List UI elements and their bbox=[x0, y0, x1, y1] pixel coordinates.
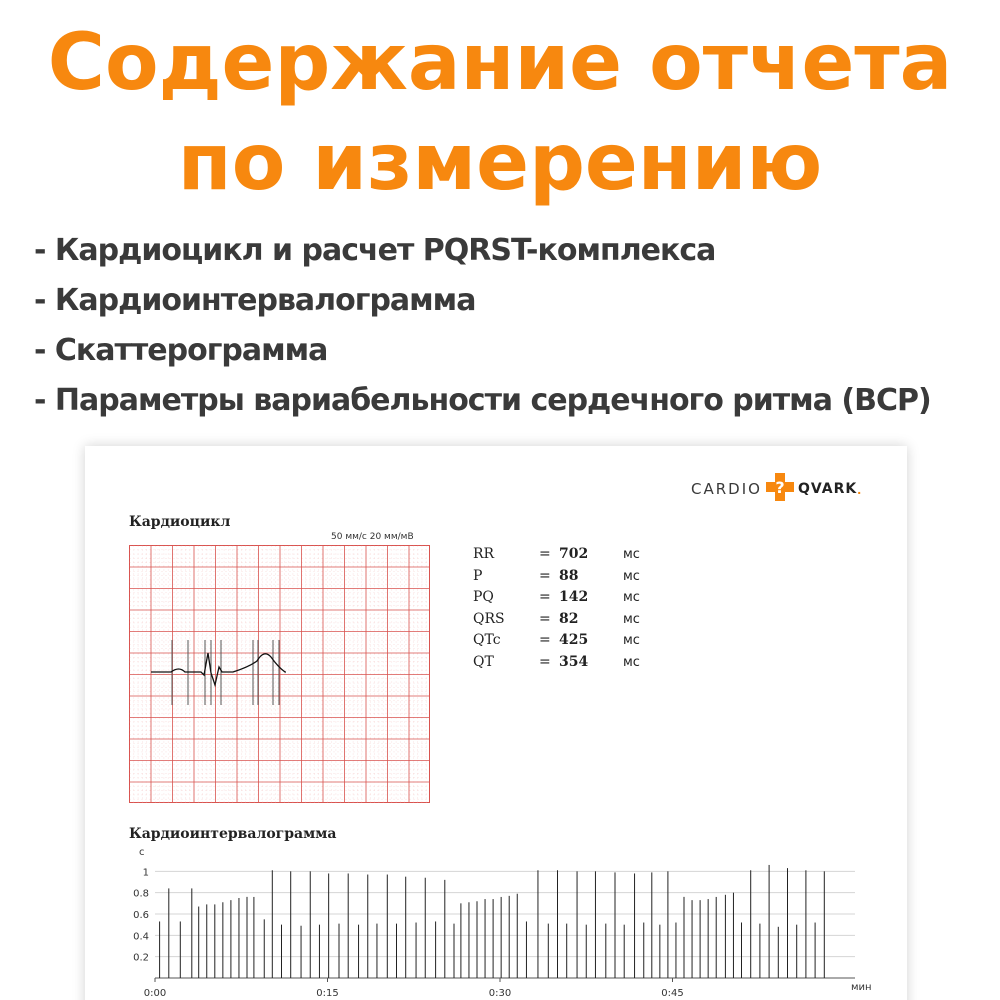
param-equals: = bbox=[539, 632, 551, 648]
feature-list bbox=[34, 226, 994, 426]
feature-item: - Кардиоинтервалограмма bbox=[34, 283, 476, 318]
param-value: 354 bbox=[559, 653, 589, 670]
ecg-grid-chart bbox=[129, 545, 431, 803]
param-row bbox=[473, 587, 653, 609]
report-preview bbox=[85, 446, 907, 1000]
param-value: 142 bbox=[559, 589, 589, 605]
param-name: QTc bbox=[473, 632, 501, 648]
y-tick-label: 1 bbox=[142, 867, 149, 879]
param-unit: мс bbox=[623, 611, 640, 627]
cardiointervalogram-title: Кардиоинтервалограмма bbox=[129, 826, 337, 842]
feature-item: - Параметры вариабельности сердечного ритма (ВСР) bbox=[34, 383, 931, 418]
feature-item: - Скаттерограмма bbox=[34, 333, 328, 368]
x-tick-label: 0:45 bbox=[661, 988, 684, 999]
ecg-scale-note: 50 мм/с 20 мм/мВ bbox=[331, 532, 414, 542]
param-name: RR bbox=[473, 546, 495, 562]
param-unit: мс bbox=[623, 547, 640, 562]
param-unit: мс bbox=[623, 654, 640, 670]
y-tick-label: 0.8 bbox=[133, 888, 149, 900]
headline-line-2: по измерению bbox=[177, 118, 823, 208]
param-name: PQ bbox=[473, 589, 494, 605]
question-mark-cross-icon bbox=[766, 473, 794, 506]
logo-text-right: QVARK bbox=[797, 481, 858, 497]
param-row bbox=[473, 609, 653, 631]
cardiointervalogram-chart bbox=[125, 844, 885, 1000]
x-tick-label: 0:00 bbox=[143, 988, 167, 999]
param-equals: = bbox=[539, 567, 551, 584]
param-name: QT bbox=[473, 653, 494, 670]
feature-item: - Кардиоцикл и расчет PQRST-комплекса bbox=[34, 233, 716, 268]
x-tick-label: 0:30 bbox=[488, 988, 512, 999]
param-equals: = bbox=[539, 589, 551, 605]
param-value: 88 bbox=[559, 567, 579, 584]
param-equals: = bbox=[539, 546, 551, 562]
param-unit: мс bbox=[623, 590, 640, 605]
interval-bars bbox=[160, 865, 825, 978]
y-tick-label: 0.6 bbox=[133, 910, 149, 921]
param-unit: мс bbox=[623, 568, 640, 584]
x-axis-unit: мин bbox=[851, 982, 872, 993]
x-tick-labels bbox=[144, 978, 684, 999]
x-tick-label: 0:15 bbox=[316, 988, 339, 999]
param-equals: = bbox=[539, 653, 551, 670]
param-unit: мс bbox=[623, 633, 640, 648]
cardiocycle-title: Кардиоцикл bbox=[129, 514, 231, 530]
param-row bbox=[473, 630, 653, 652]
param-row bbox=[473, 544, 653, 566]
y-axis-unit: с bbox=[139, 847, 145, 858]
param-name: P bbox=[473, 567, 483, 584]
param-name: QRS bbox=[473, 610, 505, 627]
headline-line-1: Содержание отчета bbox=[47, 18, 953, 108]
param-row bbox=[473, 566, 653, 588]
chart-gridlines bbox=[155, 871, 855, 978]
logo-dot: . bbox=[857, 481, 862, 497]
y-tick-label: 0.4 bbox=[133, 931, 149, 943]
param-row bbox=[473, 652, 653, 674]
y-tick-label: 0.2 bbox=[133, 952, 149, 964]
cardio-qvark-logo bbox=[691, 474, 861, 504]
param-value: 425 bbox=[559, 632, 589, 648]
svg-text:?: ? bbox=[775, 477, 785, 497]
logo-text-left: CARDIO bbox=[691, 480, 762, 498]
param-value: 82 bbox=[559, 610, 579, 627]
y-tick-labels bbox=[133, 867, 149, 963]
param-equals: = bbox=[539, 610, 551, 627]
ecg-parameters-table bbox=[473, 544, 653, 673]
param-value: 702 bbox=[559, 546, 589, 562]
